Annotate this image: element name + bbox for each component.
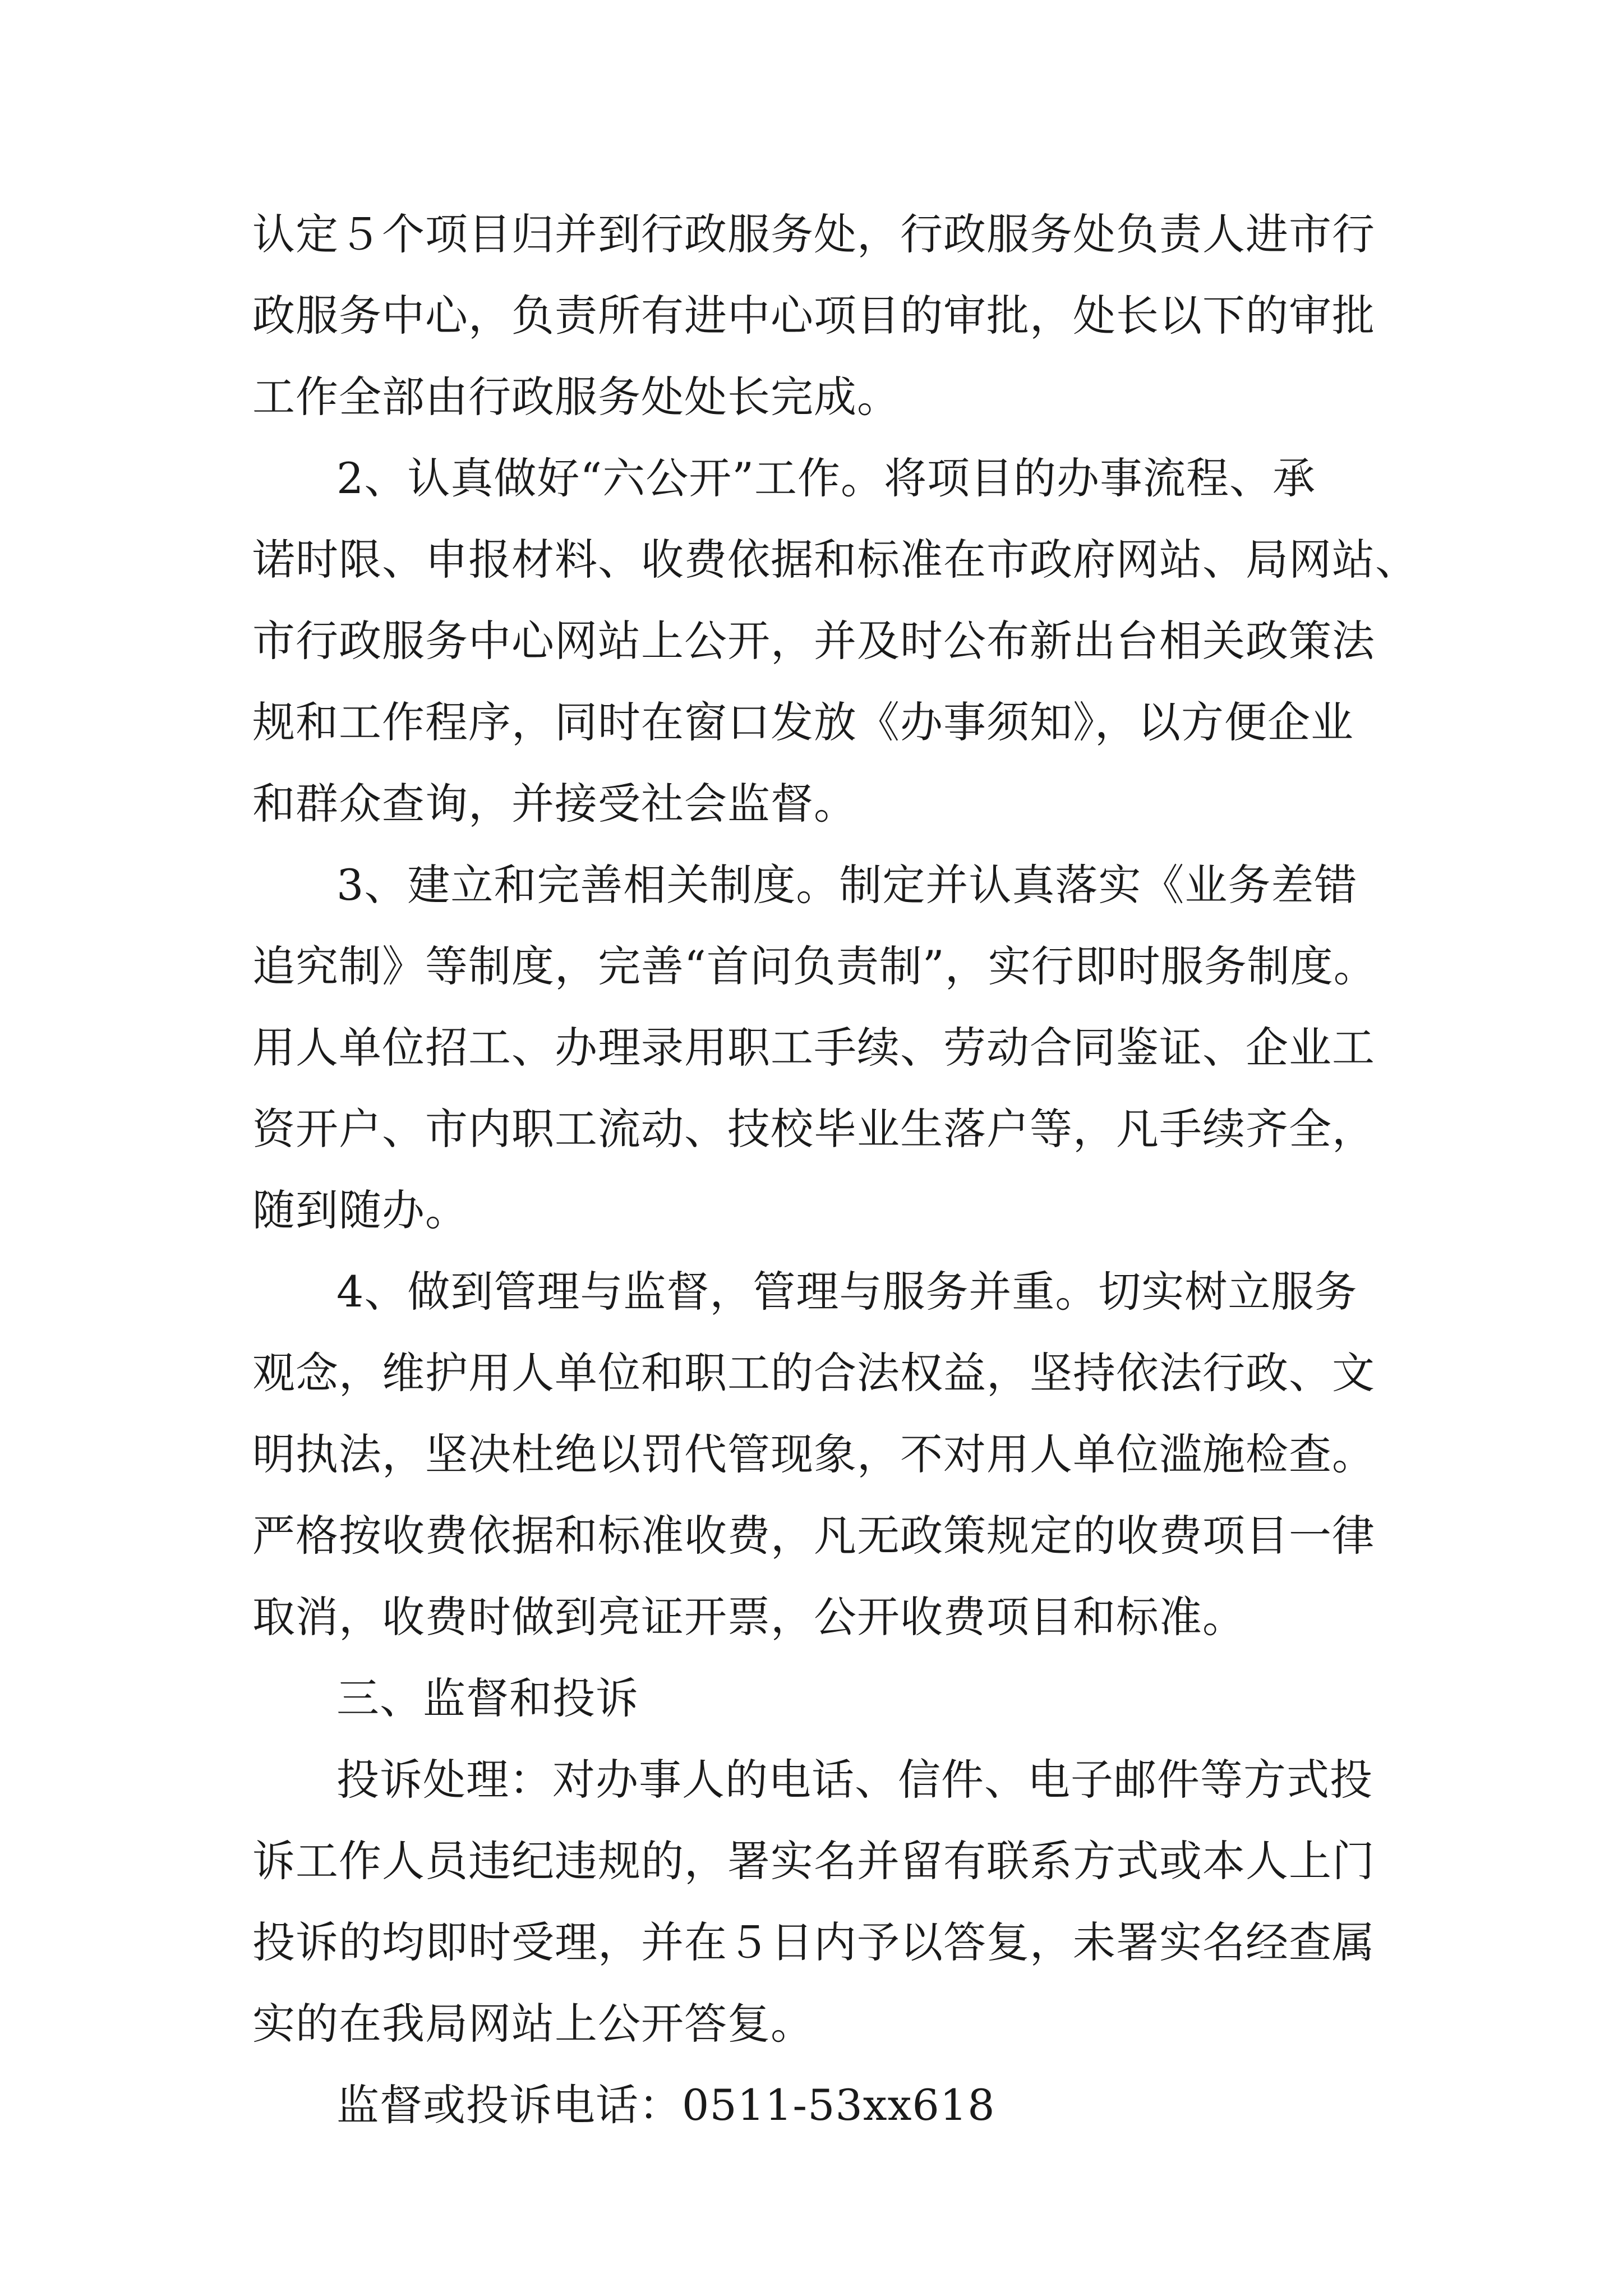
paragraph-3-start: 3、建立和完善相关制度。制定并认真落实《业务差错 bbox=[336, 860, 1358, 910]
text-line: 诉工作人员违纪违规的，署实名并留有联系方式或本人上门 bbox=[252, 1836, 1375, 1886]
text-line: 工作全部由行政服务处处长完成。 bbox=[252, 372, 900, 422]
text-line: 政服务中心，负责所有进中心项目的审批，处长以下的审批 bbox=[252, 291, 1375, 341]
text-line: 用人单位招工、办理录用职工手续、劳动合同鉴证、企业工 bbox=[252, 1023, 1375, 1073]
text-line: 随到随办。 bbox=[252, 1185, 468, 1235]
text-line: 资开户、市内职工流动、技校毕业生落户等，凡手续齐全， bbox=[252, 1104, 1375, 1154]
text-line: 严格按收费依据和标准收费，凡无政策规定的收费项目一律 bbox=[252, 1511, 1375, 1561]
text-line: 和群众查询，并接受社会监督。 bbox=[252, 779, 857, 829]
text-line: 取消，收费时做到亮证开票，公开收费项目和标准。 bbox=[252, 1592, 1246, 1642]
complaint-phone: 监督或投诉电话：0511-53xx618 bbox=[336, 2080, 995, 2130]
text-line: 规和工作程序，同时在窗口发放《办事须知》，以方便企业 bbox=[252, 697, 1354, 747]
text-line: 投诉的均即时受理，并在５日内予以答复，未署实名经查属 bbox=[252, 1917, 1375, 1967]
complaint-paragraph-start: 投诉处理：对办事人的电话、信件、电子邮件等方式投 bbox=[336, 1755, 1373, 1805]
paragraph-2-start: 2、认真做好“六公开”工作。将项目的办事流程、承 bbox=[336, 453, 1316, 503]
text-line: 明执法，坚决杜绝以罚代管现象，不对用人单位滥施检查。 bbox=[252, 1429, 1375, 1479]
text-line: 认定５个项目归并到行政服务处，行政服务处负责人进市行 bbox=[252, 209, 1375, 259]
paragraph-4-start: 4、做到管理与监督，管理与服务并重。切实树立服务 bbox=[336, 1267, 1358, 1317]
text-line: 观念，维护用人单位和职工的合法权益，坚持依法行政、文 bbox=[252, 1348, 1375, 1398]
text-line: 实的在我局网站上公开答复。 bbox=[252, 1999, 814, 2049]
text-line: 市行政服务中心网站上公开，并及时公布新出台相关政策法 bbox=[252, 616, 1375, 666]
text-line: 诺时限、申报材料、收费依据和标准在市政府网站、局网站、 bbox=[252, 535, 1418, 585]
text-line: 追究制》等制度，完善“首问负责制”，实行即时服务制度。 bbox=[252, 941, 1377, 991]
section-heading: 三、监督和投诉 bbox=[336, 1673, 639, 1723]
